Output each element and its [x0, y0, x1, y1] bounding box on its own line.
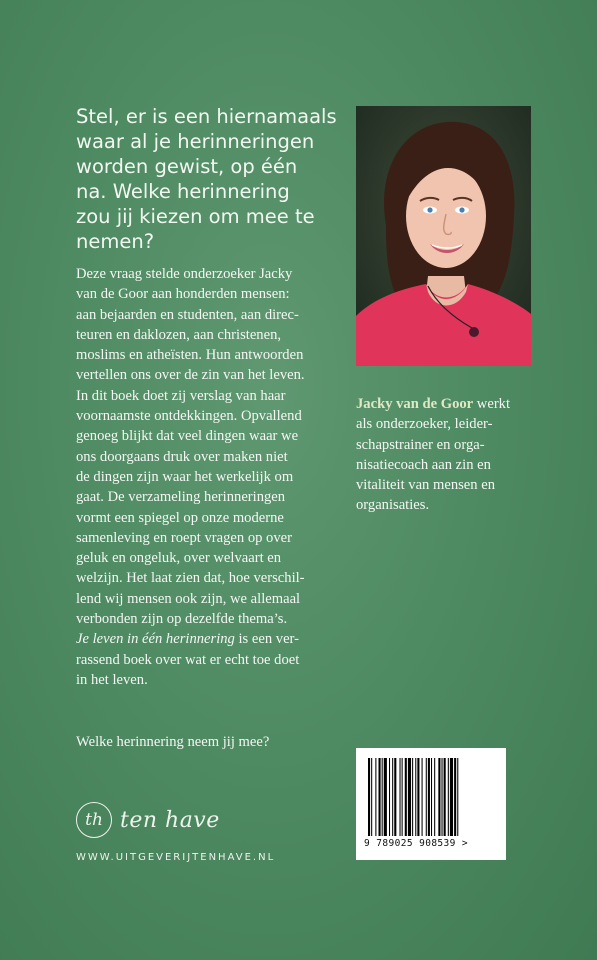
barcode-bar	[379, 758, 381, 836]
blurb-line: In dit boek doet zij verslag van haar	[76, 387, 286, 404]
author-name: Jacky van de Goor	[356, 396, 474, 412]
blurb-line: samenleving en roept vragen op over	[76, 529, 292, 546]
barcode-bar	[428, 758, 430, 836]
barcode-bar	[422, 758, 423, 836]
blurb-line: voornaamste ontdekkingen. Opvallend	[76, 408, 302, 425]
lead-line: zou jij kiezen om mee te	[76, 205, 315, 228]
bio-line: organisaties.	[356, 497, 430, 514]
publisher-name: ten have	[120, 807, 220, 833]
barcode-bar	[375, 758, 376, 836]
barcode-bar	[438, 758, 440, 836]
blurb-line: verbonden zijn op dezelfde thema’s.	[76, 611, 288, 628]
barcode-bar	[417, 758, 419, 836]
lead-line: waar al je herinneringen	[76, 130, 315, 153]
blurb-line: genoeg blijkt dat veel dingen waar we	[76, 428, 299, 445]
barcode-bar	[442, 758, 443, 836]
blurb-title-rest: is een ver-	[234, 631, 299, 648]
barcode-bar	[368, 758, 370, 836]
blurb-line-title	[76, 629, 366, 649]
bio-first-rest: werkt	[473, 396, 511, 412]
barcode-bars	[368, 758, 494, 836]
barcode-bar	[402, 758, 403, 836]
closing-question: Welke herinnering neem jij mee?	[76, 734, 270, 750]
publisher-logo	[76, 802, 220, 838]
barcode-bar	[394, 758, 396, 836]
bio-line: nisatiecoach aan zin en	[356, 456, 491, 473]
barcode-bar	[434, 758, 435, 836]
barcode-bar	[408, 758, 411, 836]
bio-line: schapstrainer en orga-	[356, 436, 485, 453]
blurb-line: vertellen ons over de zin van het leven.	[76, 367, 305, 384]
barcode-bar	[405, 758, 407, 836]
bio-line: als onderzoeker, leider-	[356, 416, 493, 433]
blurb-line: geluk en ongeluk, over welvaart en	[76, 550, 282, 567]
blurb-line: vormt een spiegel op onze moderne	[76, 509, 284, 526]
lead-question	[76, 104, 356, 254]
blurb-line: gaat. De verzameling herinneringen	[76, 489, 286, 506]
barcode-bar	[389, 758, 390, 836]
blurb-line: lend wij mensen ook zijn, we allemaal	[76, 590, 301, 607]
blurb-line: teuren en daklozen, aan christenen,	[76, 326, 282, 343]
barcode-bar	[457, 758, 458, 836]
barcode-bar	[371, 758, 372, 836]
blurb-line: van de Goor aan honderden mensen:	[76, 286, 290, 303]
isbn-digits: 9 789025 908539 >	[364, 838, 469, 849]
lead-line: na. Welke herinnering	[76, 180, 290, 203]
barcode-bar	[450, 758, 453, 836]
blurb-line: rassend boek over wat er echt toe doet	[76, 651, 300, 668]
blurb-text	[76, 264, 366, 690]
blurb-line: ons doorgaans druk over maken niet	[76, 448, 288, 465]
blurb-line: aan bejaarden en studenten, aan direc-	[76, 306, 299, 323]
lead-line: nemen?	[76, 230, 155, 253]
lead-line: worden gewist, op één	[76, 155, 298, 178]
barcode-bar	[426, 758, 427, 836]
barcode-bar	[415, 758, 416, 836]
author-portrait-illustration	[356, 106, 531, 366]
bio-line: vitaliteit van mensen en	[356, 477, 496, 494]
blurb-line: welzijn. Het laat zien dat, hoe verschil-	[76, 570, 305, 587]
publisher-website: WWW.UITGEVERIJTENHAVE.NL	[76, 852, 276, 863]
blurb-line: Deze vraag stelde onderzoeker Jacky	[76, 266, 293, 282]
barcode-bar	[400, 758, 401, 836]
barcode-bar	[384, 758, 387, 836]
th-circle-logo-icon: th	[76, 802, 112, 838]
lead-line: Stel, er is een hiernamaals	[76, 105, 337, 128]
book-title-italic: Je leven in één herinnering	[76, 631, 235, 648]
blurb-line: moslims en atheïsten. Hun antwoorden	[76, 347, 304, 364]
author-bio	[356, 394, 556, 516]
blurb-line: in het leven.	[76, 671, 148, 688]
isbn-barcode	[356, 748, 506, 860]
bio-first-line	[356, 394, 556, 414]
barcode-bar	[448, 758, 449, 836]
barcode-bar	[392, 758, 393, 836]
author-photo	[356, 106, 531, 366]
blurb-line: de dingen zijn waar het werkelijk om	[76, 468, 294, 485]
barcode-bar	[454, 758, 456, 836]
barcode-bar	[444, 758, 446, 836]
barcode-bar	[412, 758, 413, 836]
barcode-bar	[382, 758, 383, 836]
barcode-bar	[431, 758, 432, 836]
